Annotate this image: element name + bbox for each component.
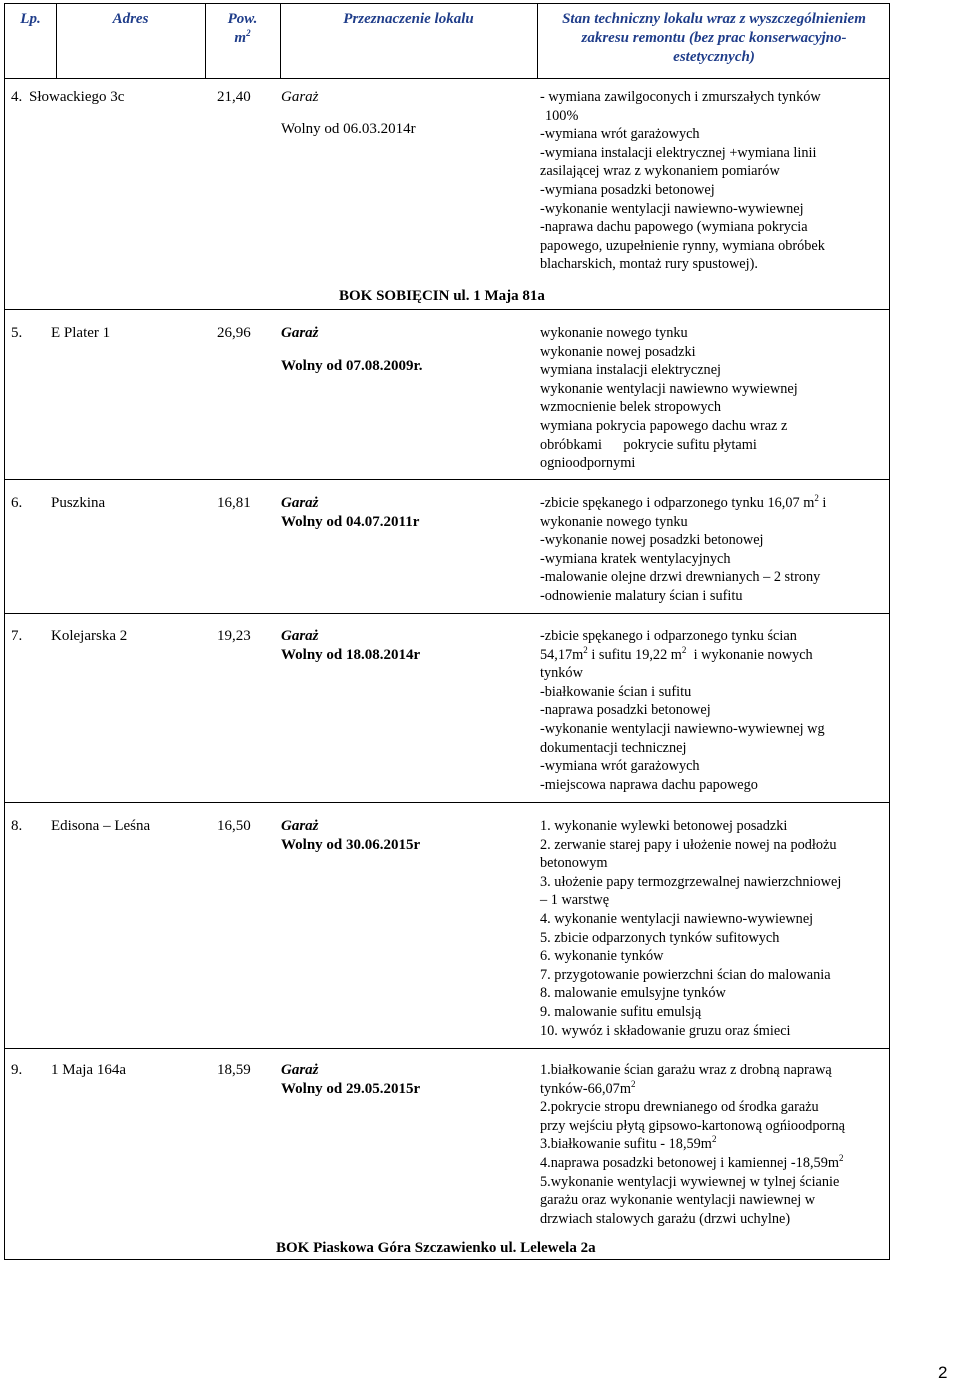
row-available-from: Wolny od 07.08.2009r.: [281, 358, 423, 374]
bok-sobiecin-label: BOK SOBIĘCIN ul. 1 Maja 81a: [339, 288, 545, 304]
row-divider: [5, 613, 889, 614]
row-description: 1. wykonanie wylewki betonowej posadzki 2. zerwanie starej papy i ułożenie nowej na podłożu betonowym 3. ułożenie papy termozgrzewalnej nawierzchniowej – 1 warstwę 4. wykonanie wentylacji nawiewno-wywiewnej 5. zbicie odparzonych tynków sufitowych 6. wykonanie tynków 7. przygotowanie powierzchni ścian do malowania 8. malowanie emulsyjne tynków 9. malowanie sufitu emulsją 10. wywóz i składowanie gruzu oraz śmieci: [540, 818, 842, 1039]
header-lp: Lp.: [20, 11, 41, 27]
row-description: -zbicie spękanego i odparzonego tynku ścian $54,17m^2$ i sufitu 19,22 $m^2$ i wykonanie nowych tynków -białkowanie ścian i sufitu -naprawa posadzki betonowej -wykonanie wentylacji nawiewno-wywiewnej wg dokumentacji technicznej -wymiana wrót garażowych -miejscowa naprawa dachu papowego: [540, 628, 825, 793]
row-divider: [5, 802, 889, 803]
row-type: Garaż: [281, 628, 319, 644]
row-type: Garaż: [281, 89, 319, 105]
row-available-from: Wolny od 06.03.2014r: [281, 121, 416, 137]
row-description: wykonanie nowego tynku wykonanie nowej posadzki wymiana instalacji elektrycznej wykonanie wentylacji nawiewno wywiewnej wzmocnienie belek stropowych wymiana pokrycia papowego dachu wraz z obróbkami pokrycie sufitu płytami ognioodpornymi: [540, 325, 798, 472]
row-divider: [5, 479, 889, 480]
row-number: 4.: [11, 89, 23, 105]
garage-table: [4, 3, 890, 1260]
row-area: 19,23: [217, 628, 251, 644]
row-available-from: Wolny od 18.08.2014r: [281, 647, 421, 663]
row-address: Puszkina: [51, 495, 106, 511]
row-number: 9.: [11, 1062, 23, 1078]
row-number: 6.: [11, 495, 23, 511]
row-divider: [5, 309, 889, 310]
row-area: 16,81: [217, 495, 251, 511]
row-address: Słowackiego 3c: [29, 89, 125, 105]
row-address: 1 Maja 164a: [51, 1062, 126, 1078]
row-type: Garaż: [281, 495, 319, 511]
row-number: 8.: [11, 818, 23, 834]
row-available-from: Wolny od 04.07.2011r: [281, 514, 420, 530]
row-available-from: Wolny od 29.05.2015r: [281, 1081, 421, 1097]
row-available-from: Wolny od 30.06.2015r: [281, 837, 421, 853]
header-stan-techniczny: Stan techniczny lokalu wraz z wyszczególnieniem zakresu remontu (bez prac konserwacyjno- estetycznych): [562, 11, 866, 65]
page-number: 2: [938, 1363, 948, 1382]
header-pow: Pow. $m^2$: [227, 11, 258, 46]
row-number: 5.: [11, 325, 23, 341]
row-description: 1.białkowanie ścian garażu wraz z drobną naprawą tynków-$66,07m^2$ 2.pokrycie stropu drewnianego od środka garażu przy wejściu płytą gipsowo-kartonową ogńioodporną 3.białkowanie sufitu - $18,59m^2$ 4.naprawa posadzki betonowej i kamiennej $-18,59m^2$ 5.wykonanie wentylacji wywiewnej w tylnej ścianie garażu oraz wykonanie wentylacji nawiewnej w drzwiach stalowych garażu (drzwi uchylne): [540, 1062, 845, 1227]
row-type: Garaż: [281, 818, 319, 834]
table-header: [5, 4, 889, 79]
row-area: 26,96: [217, 325, 251, 341]
row-address: E Plater 1: [51, 325, 111, 341]
header-przeznaczenie: Przeznaczenie lokalu: [343, 11, 474, 27]
row-type: Garaż: [281, 325, 319, 341]
row-type: Garaż: [281, 1062, 319, 1078]
row-divider: [5, 1048, 889, 1049]
row-area: 16,50: [217, 818, 251, 834]
row-address: Edisona – Leśna: [51, 818, 151, 834]
header-adres: Adres: [112, 11, 149, 27]
row-address: Kolejarska 2: [51, 628, 128, 644]
row-area: 18,59: [217, 1062, 251, 1078]
row-description: - wymiana zawilgoconych i zmurszałych tynków 100% -wymiana wrót garażowych -wymiana instalacji elektrycznej +wymiana linii zasilającej wraz z wykonaniem pomiarów -wymiana posadzki betonowej -wykonanie wentylacji nawiewno-wywiewnej -naprawa dachu papowego (wymiana pokrycia papowego, uzupełnienie rynny, wymiana obróbek blacharskich, montaż rury spustowej).: [540, 89, 825, 273]
row-description: -zbicie spękanego i odparzonego tynku 16,07 $m^2$ i wykonanie nowego tynku -wykonanie nowej posadzki betonowej -wymiana kratek wentylacyjnych -malowanie olejne drzwi drewnianych – 2 strony -odnowienie malatury ścian i sufitu: [540, 493, 827, 604]
row-area: 21,40: [217, 89, 251, 105]
row-number: 7.: [11, 628, 23, 644]
bok-piaskowa-label: BOK Piaskowa Góra Szczawienko ul. Lelewela 2a: [276, 1240, 596, 1256]
